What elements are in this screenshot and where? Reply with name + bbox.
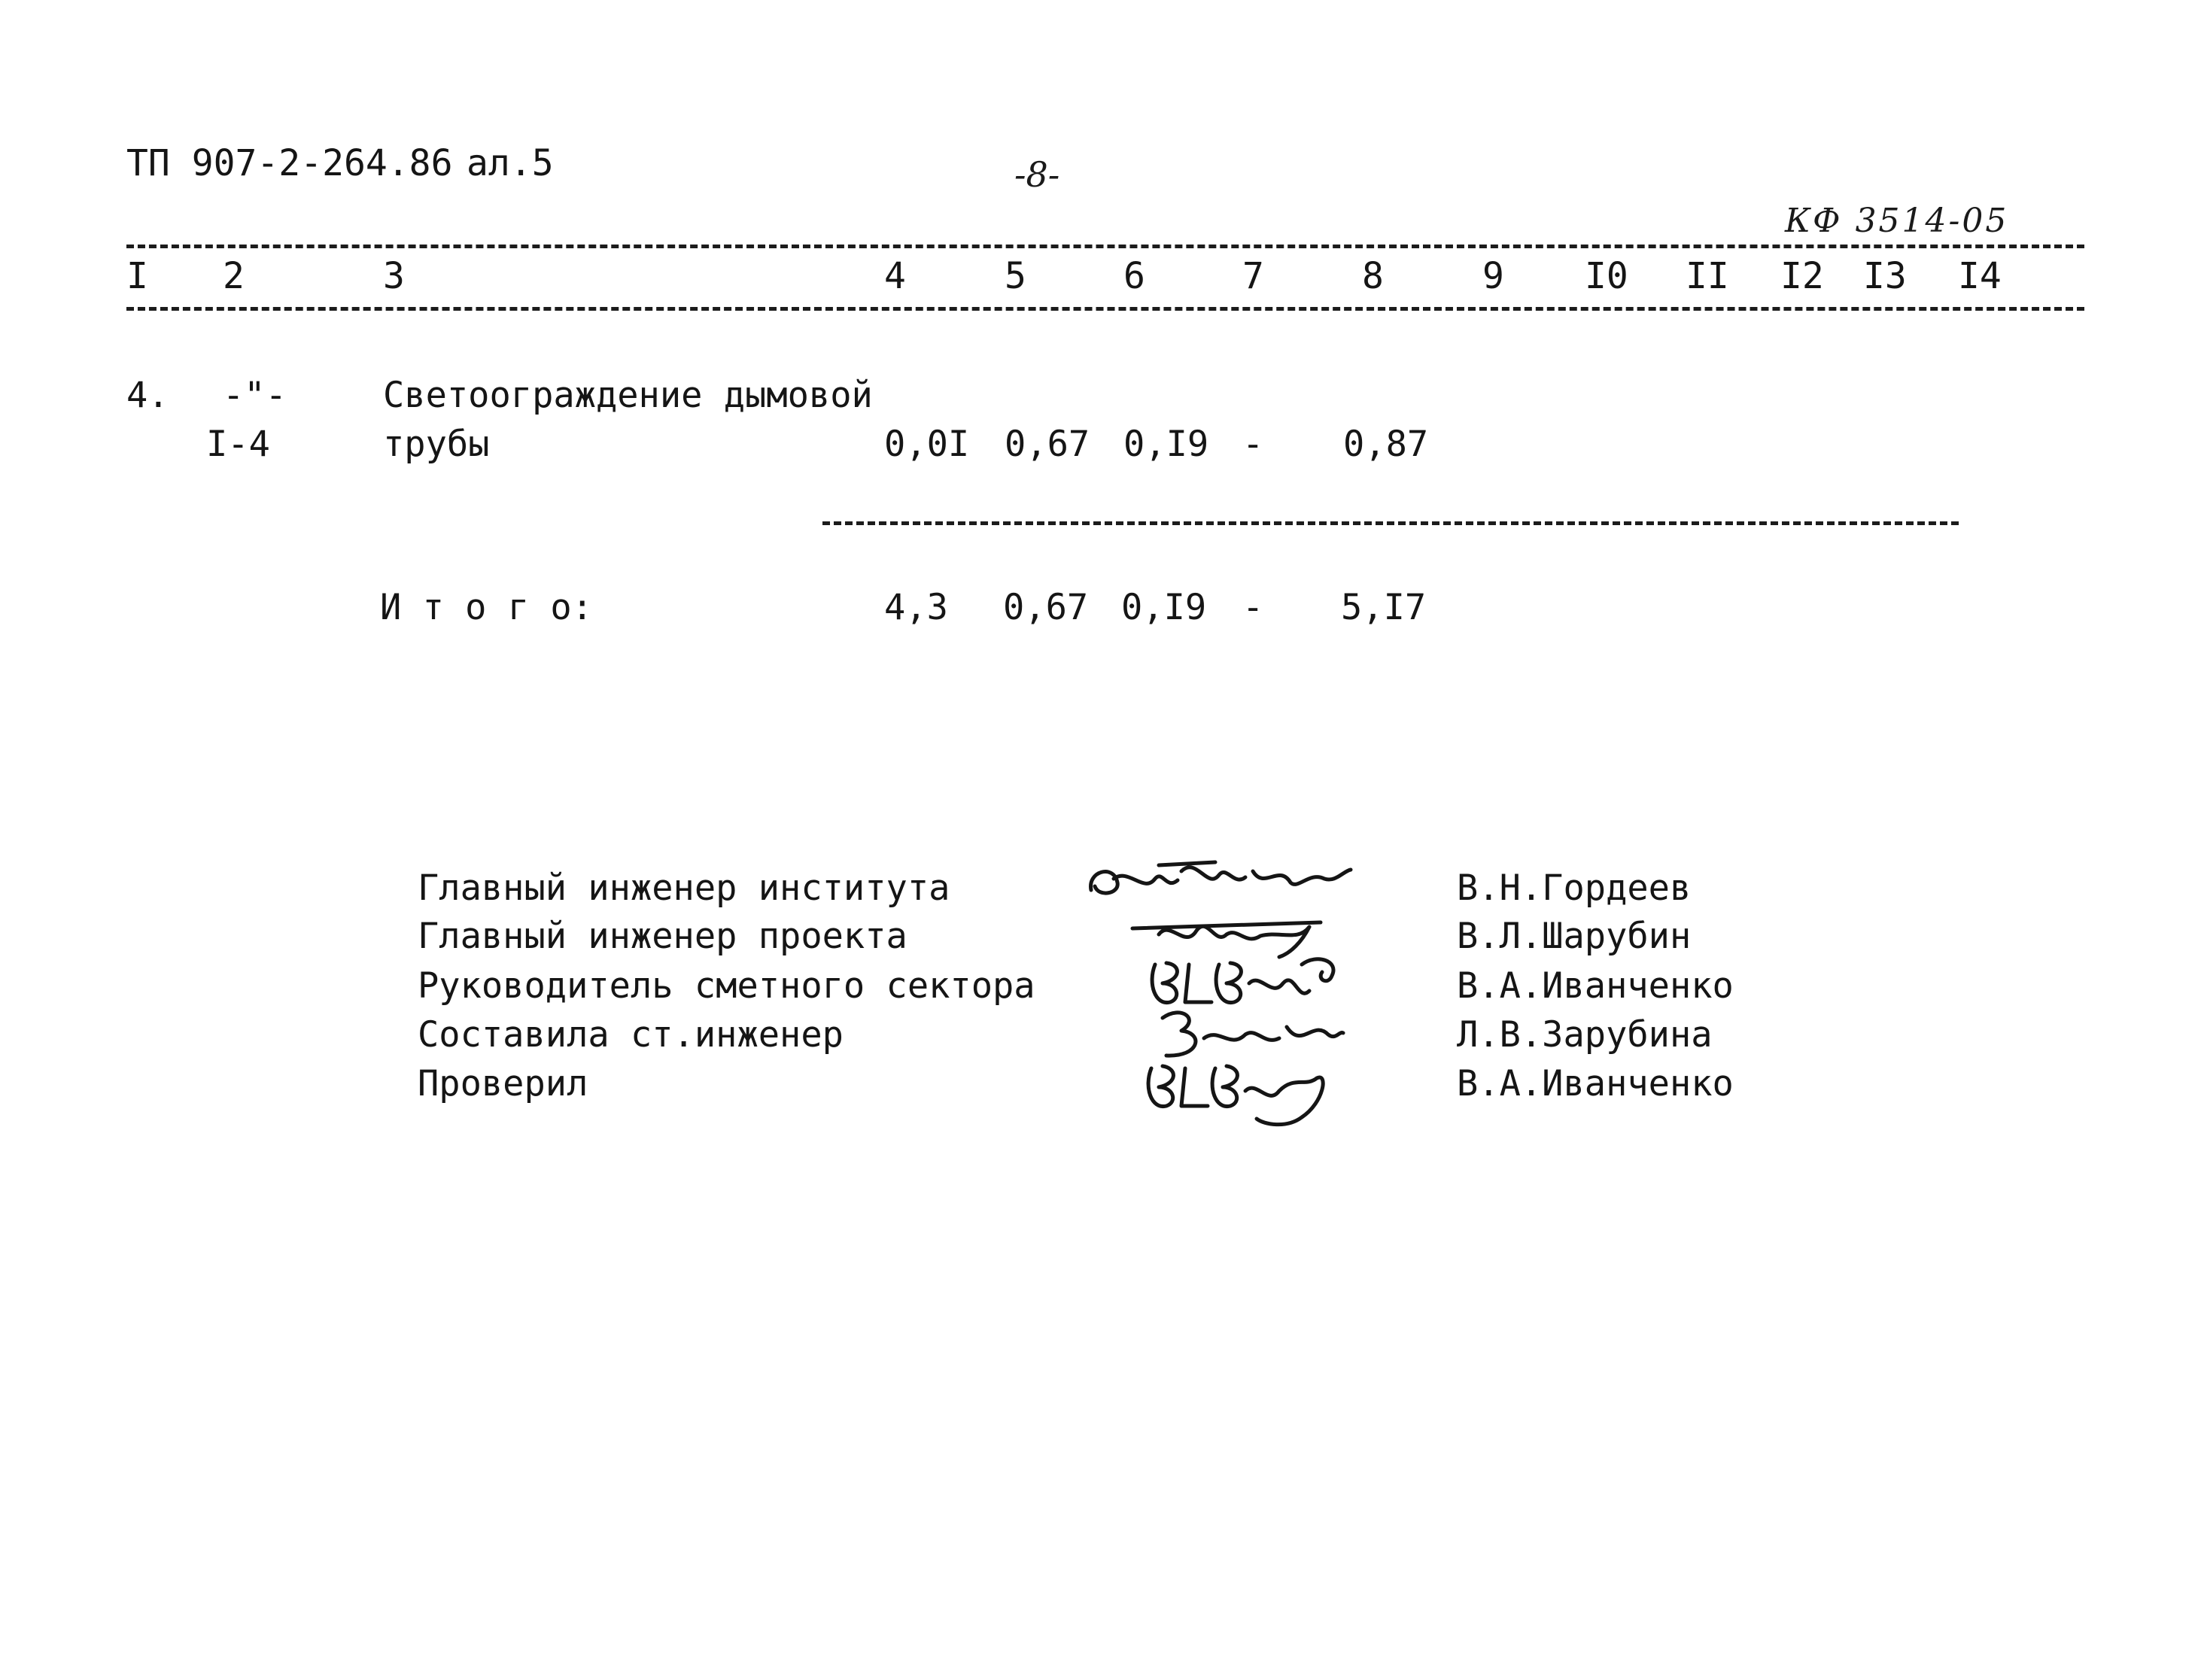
column-number: II [1686, 255, 1729, 297]
row-col7-value: - [1242, 424, 1264, 465]
column-number: I2 [1780, 255, 1824, 297]
column-number: 9 [1482, 255, 1504, 297]
total-col7-value: - [1242, 587, 1264, 628]
column-number: 5 [1005, 255, 1026, 297]
column-number: 7 [1242, 255, 1264, 297]
column-number: 8 [1362, 255, 1384, 297]
archive-stamp: КФ 3514-05 [1785, 202, 2009, 240]
handwritten-signature-gordeev [1084, 849, 1354, 909]
signatory-name: В.А.Иванченко [1457, 1063, 1734, 1104]
signatory-name: В.Н.Гордеев [1457, 867, 1692, 909]
column-number: 4 [884, 255, 906, 297]
row-name: Светоограждение дымовой [383, 375, 873, 416]
row-number: 4. [126, 375, 169, 416]
album-number: ал.5 [467, 142, 554, 184]
row-name-continued: трубы [383, 424, 490, 465]
column-number: I0 [1585, 255, 1628, 297]
column-number: 6 [1123, 255, 1145, 297]
signatory-name: В.Л.Шарубин [1457, 916, 1692, 957]
total-label: И т о г о: [380, 587, 593, 628]
column-number: 3 [383, 255, 405, 297]
document-code: ТП 907-2-264.86 [126, 142, 453, 184]
column-number: I4 [1958, 255, 2002, 297]
total-separator-rule [822, 521, 1959, 525]
total-col6-value: 0,I9 [1121, 587, 1207, 628]
column-number: I [126, 255, 148, 297]
signatory-title: Главный инженер института [418, 867, 950, 909]
signatory-name: Л.В.Зарубина [1457, 1014, 1713, 1056]
signatory-title: Проверил [418, 1063, 588, 1104]
handwritten-signature-ivanchenko-check [1144, 1050, 1370, 1132]
table-top-rule [126, 245, 2084, 248]
page-number: -8- [1014, 154, 1060, 195]
row-col4-value: 0,0I [884, 424, 970, 465]
signatory-title: Руководитель сметного сектора [418, 965, 1035, 1007]
signatory-title: Главный инженер проекта [418, 916, 907, 957]
row-col6-value: 0,I9 [1123, 424, 1209, 465]
row-col8-value: 0,87 [1343, 424, 1429, 465]
signatory-title: Составила ст.инженер [418, 1014, 844, 1056]
column-number: 2 [223, 255, 245, 297]
total-col5-value: 0,67 [1003, 587, 1089, 628]
total-col8-value: 5,I7 [1341, 587, 1427, 628]
column-number: I3 [1863, 255, 1907, 297]
total-col4-value: 4,3 [884, 587, 948, 628]
table-header-rule [126, 307, 2084, 311]
signatory-name: В.А.Иванченко [1457, 965, 1734, 1007]
row-reference: I-4 [206, 424, 270, 465]
row-col5-value: 0,67 [1005, 424, 1090, 465]
row-ditto-mark: -"- [223, 375, 287, 416]
